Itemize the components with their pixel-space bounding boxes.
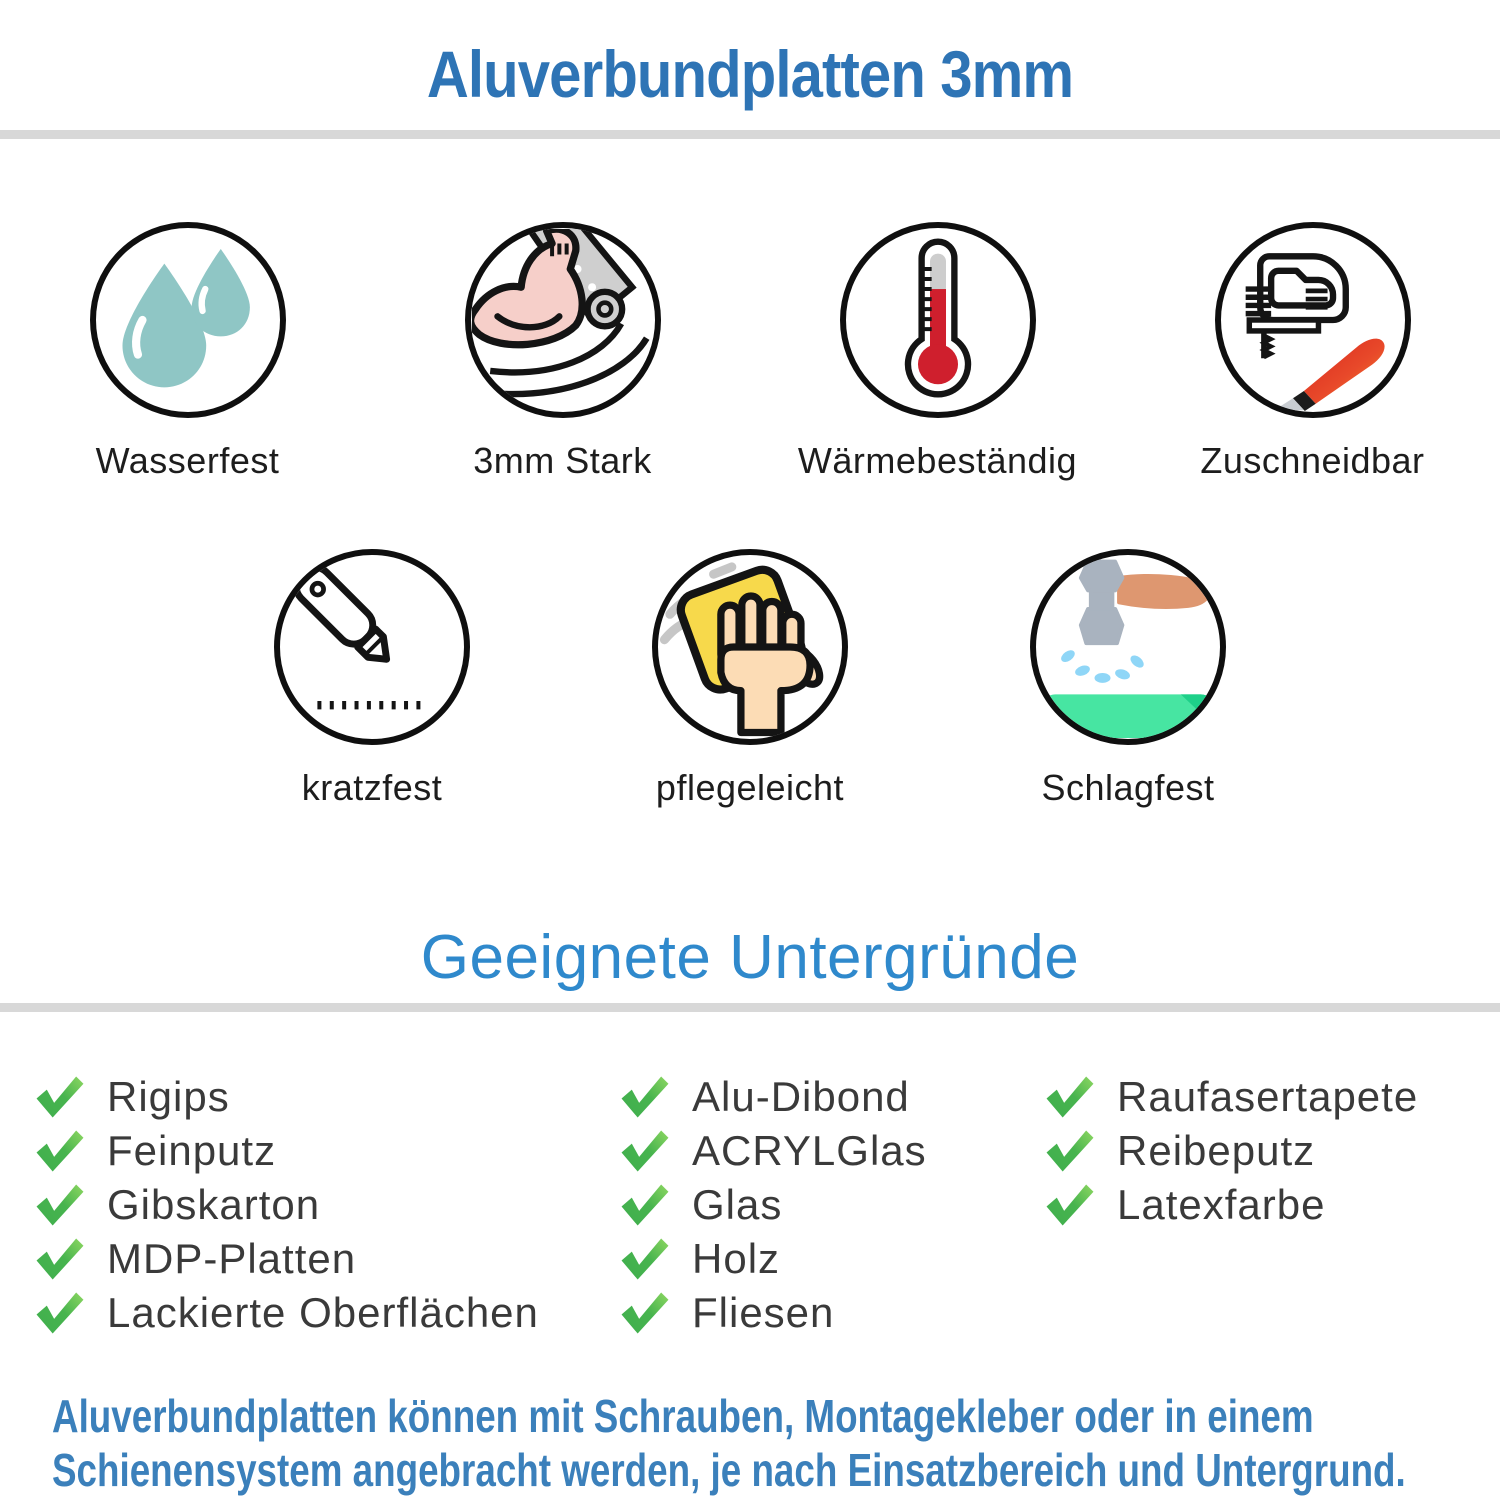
list-item (35, 1178, 620, 1232)
list-item-label: Rigips (107, 1073, 230, 1120)
divider-top (0, 130, 1500, 139)
check-icon (620, 1075, 670, 1119)
checklist-column-1 (35, 1070, 620, 1340)
check-icon (35, 1291, 85, 1335)
list-item-label: ACRYLGlas (692, 1127, 927, 1174)
list-item (620, 1286, 1045, 1340)
list-item-label: Latexfarbe (1117, 1181, 1326, 1228)
page-title: Aluverbundplatten 3mm (426, 37, 1074, 111)
check-icon (35, 1075, 85, 1119)
list-item-label: Lackierte Oberflächen (107, 1289, 539, 1336)
muscle-arm-icon (472, 229, 654, 411)
feature-wasserfest (0, 222, 375, 482)
feature-label: Wärmebeständig (797, 440, 1078, 481)
feature-label: pflegeleicht (655, 767, 845, 808)
mounting-note-line-1: Aluverbundplatten können mit Schrauben, Montagekleber oder in einem (52, 1390, 1314, 1442)
list-item-label: Reibeputz (1117, 1127, 1316, 1174)
list-item (1045, 1124, 1500, 1178)
mounting-note-line-2: Schienensystem angebracht werden, je nach Einsatzbereich und Untergrund. (52, 1443, 1406, 1496)
checklist-column-3 (1045, 1070, 1500, 1232)
feature-circle (652, 549, 848, 745)
check-icon (1045, 1075, 1095, 1119)
feature-circle (465, 222, 661, 418)
check-icon (35, 1183, 85, 1227)
list-item (620, 1070, 1045, 1124)
check-icon (620, 1183, 670, 1227)
check-icon (620, 1291, 670, 1335)
jigsaw-cutter-icon (1222, 229, 1404, 411)
feature-circle (840, 222, 1036, 418)
feature-circle (1215, 222, 1411, 418)
hammer-impact-icon (1037, 556, 1219, 738)
list-item (1045, 1178, 1500, 1232)
list-item-label: Fliesen (692, 1289, 835, 1336)
list-item-label: Gibskarton (107, 1181, 321, 1228)
list-item (35, 1124, 620, 1178)
feature-zuschneidbar (1125, 222, 1500, 482)
feature-row-bottom (0, 549, 1500, 809)
feature-label: Schlagfest (1041, 767, 1215, 808)
list-item-label: Raufasertapete (1117, 1073, 1419, 1120)
checklist-column-2 (620, 1070, 1045, 1340)
feature-schlagfest (939, 549, 1317, 809)
mounting-note (52, 1390, 1406, 1498)
feature-kratzfest (183, 549, 561, 809)
check-icon (620, 1129, 670, 1173)
check-icon (620, 1237, 670, 1281)
feature-label: 3mm Stark (473, 440, 652, 481)
feature-row-top (0, 222, 1500, 482)
feature-label: Wasserfest (95, 440, 280, 481)
list-item (35, 1070, 620, 1124)
feature-label: kratzfest (301, 767, 443, 808)
list-item-label: Holz (692, 1235, 781, 1282)
list-item (620, 1124, 1045, 1178)
cleaning-hand-icon (659, 556, 841, 738)
feature-circle (274, 549, 470, 745)
feature-circle (90, 222, 286, 418)
feature-pflegeleicht (561, 549, 939, 809)
divider-bottom (0, 1003, 1500, 1012)
list-item (35, 1286, 620, 1340)
feature-waermebestaendig (750, 222, 1125, 482)
section-title-untergruende: Geeignete Untergründe (420, 923, 1080, 992)
check-icon (35, 1129, 85, 1173)
list-item-label: Glas (692, 1181, 783, 1228)
feature-3mm-stark (375, 222, 750, 482)
thermometer-icon (847, 229, 1029, 411)
feature-label: Zuschneidbar (1200, 440, 1425, 481)
feature-circle (1030, 549, 1226, 745)
list-item-label: Alu-Dibond (692, 1073, 910, 1120)
check-icon (35, 1237, 85, 1281)
utility-knife-icon (281, 556, 463, 738)
list-item (620, 1178, 1045, 1232)
check-icon (1045, 1183, 1095, 1227)
list-item (620, 1232, 1045, 1286)
water-drops-icon (97, 229, 279, 411)
list-item-label: Feinputz (107, 1127, 277, 1174)
check-icon (1045, 1129, 1095, 1173)
list-item (35, 1232, 620, 1286)
substrate-checklist (35, 1070, 1500, 1340)
list-item-label: MDP-Platten (107, 1235, 357, 1282)
list-item (1045, 1070, 1500, 1124)
